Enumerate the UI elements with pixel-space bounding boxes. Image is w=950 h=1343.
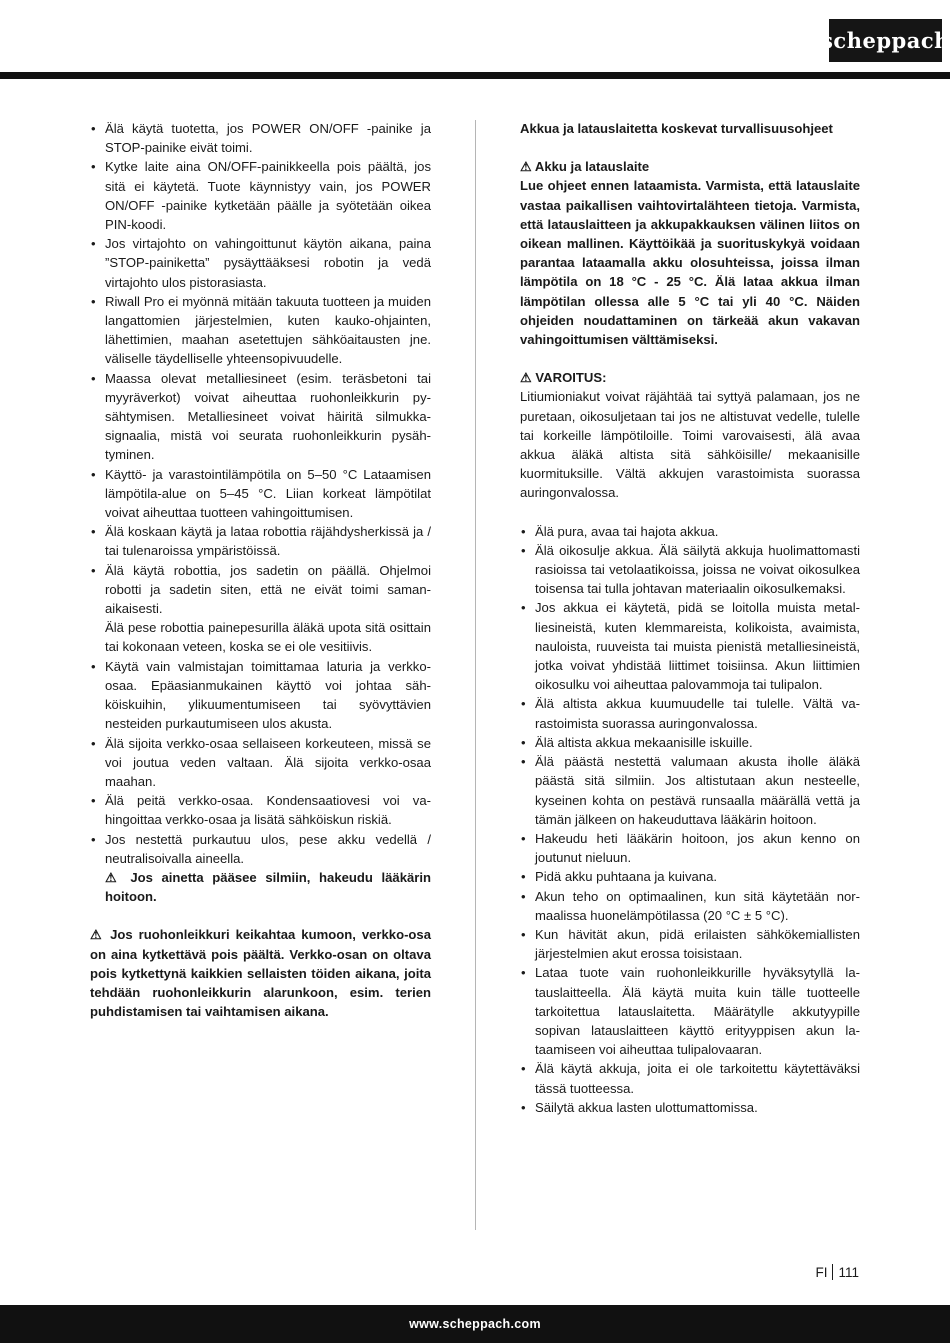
page-number [815,1264,859,1280]
right-column [520,119,860,1117]
subheading [520,157,860,176]
left-bullet-list [90,119,431,618]
list-item: • Riwall Pro ei myönnä mitään takuuta tuotteen ja muiden langattomien järjestelmien, kuten kauko-ohjainten, lähettimien, maahan asetettujen sähköaitausten jne. väliselle täydelliselle yhteensopivuudelle. [90,292,431,369]
left-bullet-list-2 [90,657,431,868]
website-link[interactable]: www.scheppach.com [409,1317,541,1331]
page-number-value: 111 [838,1264,859,1280]
warning-triangle-icon: ⚠ [520,159,532,175]
list-item-continuation: Älä pese robottia painepesurilla äläkä upota sitä osittain tai kokonaan veteen, koska se ei ole vesitiivis. [105,620,431,655]
list-item: • Älä sijoita verkko-osaa sellaiseen korkeuteen, missä se voi joutua veden valtaan. Älä sijoita verkko-osaa maahan. [90,734,431,792]
warning-triangle-icon: ⚠ [90,927,105,943]
language-code: FI [815,1264,828,1280]
list-item: • Älä altista akkua kuumuudelle tai tulelle. Vältä varastoimista suorassa auringonvalossa. [520,694,860,732]
list-item: • Jos akkua ei käytetä, pidä se loitolla muista metalliesineistä, kuten klemmareista, kolikoista, avaimista, nauloista, ruuveista tai muista pienistä metalliesineistä, jotka voivat yhdistää liittimet toisiinsa. Akun liittimien oikosulku voi aiheuttaa palovammoja tai tulipalon. [520,598,860,694]
right-bullet-list [520,522,860,1117]
list-item: • Älä oikosulje akkua. Älä säilytä akkuja huolimattomasti rasioissa tai vetolaatikoissa, joissa ne voivat oikosulkea toisensa tai tulla johtavan materiaalin oikosulkemaksi. [520,541,860,599]
intro-paragraph: Lue ohjeet ennen lataamista. Varmista, että latauslaite vastaa paikallisen vaihtovirtalähteen tietoja. Varmista, että latauslaitteen ja akkupakkauksen välinen liitos on oikean mallinen. Käyttöikää ja suorituskykyä voidaan parantaa lataamalla akku olosuhteissa, joissa ilman lämpötila on 18 °C - 25 °C. Älä lataa akkua ilman lämpötilan ollessa alle 5 °C tai yli 40 °C. Näiden ohjeiden noudattaminen on tärkeää akun vakavan vahingoittumisen välttämiseksi. [520,178,860,348]
list-item: • Älä päästä nestettä valumaan akusta iholle äläkä päästä sitä silmiin. Jos altistutaan akun nesteelle, kyseinen kohta on pestävä runsaalla määrällä vettä ja tämän jälkeen on hakeuduttava lääkärin hoitoon. [520,752,860,829]
spacer [520,503,860,522]
warning-triangle-icon: ⚠ [105,869,122,885]
spacer [520,349,860,368]
left-column [90,119,431,1021]
list-item: • Jos nestettä purkautuu ulos, pese akku vedellä / neutralisoivalla aineella. [90,830,431,868]
list-item: • Pidä akku puhtaana ja kuivana. [520,867,860,886]
list-item: • Älä altista akkua mekaanisille iskuille. [520,733,860,752]
header-bar [0,72,950,79]
list-item: • Hakeudu heti lääkärin hoitoon, jos akun kenno on joutunut nieluun. [520,829,860,867]
list-item: • Älä peitä verkko-osaa. Kondensaatiovesi voi vahingoittaa verkko-osaa ja lisätä sähköiskun riskiä. [90,791,431,829]
list-item: • Maassa olevat metalliesineet (esim. teräsbetoni tai myyräverkot) voivat aiheuttaa ruohonleikkurin pysähtymisen. Metalliesineet voivat häiritä silmukkasignaalia, mistä voi seurata ruohonleikkurin pysähtyminen. [90,369,431,465]
list-item: • Käyttö- ja varastointilämpötila on 5–50 °C Lataamisen lämpötila-alue on 5–45 °C. Liian korkeat lämpötilat voivat aiheuttaa tuotteen vahingoittumisen. [90,465,431,523]
column-divider [475,120,476,1230]
list-item: • Älä käytä akkuja, joita ei ole tarkoitettu käytettäväksi tässä tuotteessa. [520,1059,860,1097]
list-item: • Älä käytä robottia, jos sadetin on päällä. Ohjelmoi robotti ja sadetin siten, että ne eivät toimi samanaikaisesti. [90,561,431,619]
list-item: • Älä käytä tuotetta, jos POWER ON/OFF -painike ja STOP-painike eivät toimi. [90,119,431,157]
list-item: • Lataa tuote vain ruohonleikkurille hyväksytyllä latauslaitteella. Älä käytä muita kuin tälle tuotteelle tarkoitettua latauslaitetta. Määrätylle akkutyypille sopivan latauslaitteen käyttö erityyppisen akun lataamiseen voi aiheuttaa tulipalovaaran. [520,963,860,1059]
warning-title [520,368,860,387]
tip-warning-text: Jos ruohonleikkuri keikahtaa kumoon, verkko-osa on aina kytkettävä pois päältä. Verkko-osan on oltava pois kytkettynä kaikkien sellaisten töiden aikana, joita tehdään ruohonleikkurin alarunkoon, esim. terien puhdistamisen tai vaihtamisen aikana. [90,927,431,1020]
spacer [90,906,431,925]
footer-bar [0,1305,950,1343]
warning-paragraph: Litiumioniakut voivat räjähtää tai syttyä palamaan, jos ne puretaan, oikosuljetaan tai jos ne altistuvat vedelle, tulelle tai korkeille lämpötiloille. Toimi varovaisesti, älä avaa akkua äläkä altista sitä sähköisille/ mekaanisille kuormituksille. Vältä akkujen varastoimista suorassa auringonvalossa. [520,389,860,501]
list-item: • Akun teho on optimaalinen, kun sitä käytetään normaalissa huonelämpötilassa (20 °C ± 5 °C). [520,887,860,925]
eye-warning-text: Jos ainetta pääsee silmiin, hakeudu lääkärin hoitoon. [105,869,431,905]
page-separator [832,1264,833,1280]
list-item: • Jos virtajohto on vahingoittunut käytön aikana, paina ”STOP-painiketta” pysäyttääksesi robotin ja vedä virtajohto ulos pistorasiasta. [90,234,431,292]
list-item: • Käytä vain valmistajan toimittamaa laturia ja verkko-osaa. Epäasianmukainen käyttö voi johtaa sähköiskuihin, ylikuumentumiseen tai syövyttävien nesteiden purkautumiseen ulos akusta. [90,657,431,734]
tip-warning [90,925,431,1021]
brand-logo-text: scheppach [821,28,950,53]
list-item: • Kun hävität akun, pidä erilaisten sähkökemiallisten järjestelmien akut erossa toisistaan. [520,925,860,963]
list-item: • Kytke laite aina ON/OFF-painikkeella pois päältä, jos sitä ei käytetä. Tuote käynnistyy vain, jos POWER ON/OFF -painike kytketään päälle ja syötetään oikea PIN-koodi. [90,157,431,234]
subheading-text: Akku ja latauslaite [534,159,650,175]
spacer [520,138,860,157]
warning-triangle-icon: ⚠ [520,370,532,386]
list-item: • Älä pura, avaa tai hajota akkua. [520,522,860,541]
section-heading: Akkua ja latauslaitetta koskevat turvallisuusohjeet [520,121,833,136]
list-item: • Säilytä akkua lasten ulottumattomissa. [520,1098,860,1117]
list-item: • Älä koskaan käytä ja lataa robottia räjähdysherkissä ja / tai tulenaroissa ympäristöissä. [90,522,431,560]
brand-logo [821,19,950,62]
warning-title-text: VAROITUS: [535,370,607,386]
eye-warning [90,868,431,906]
